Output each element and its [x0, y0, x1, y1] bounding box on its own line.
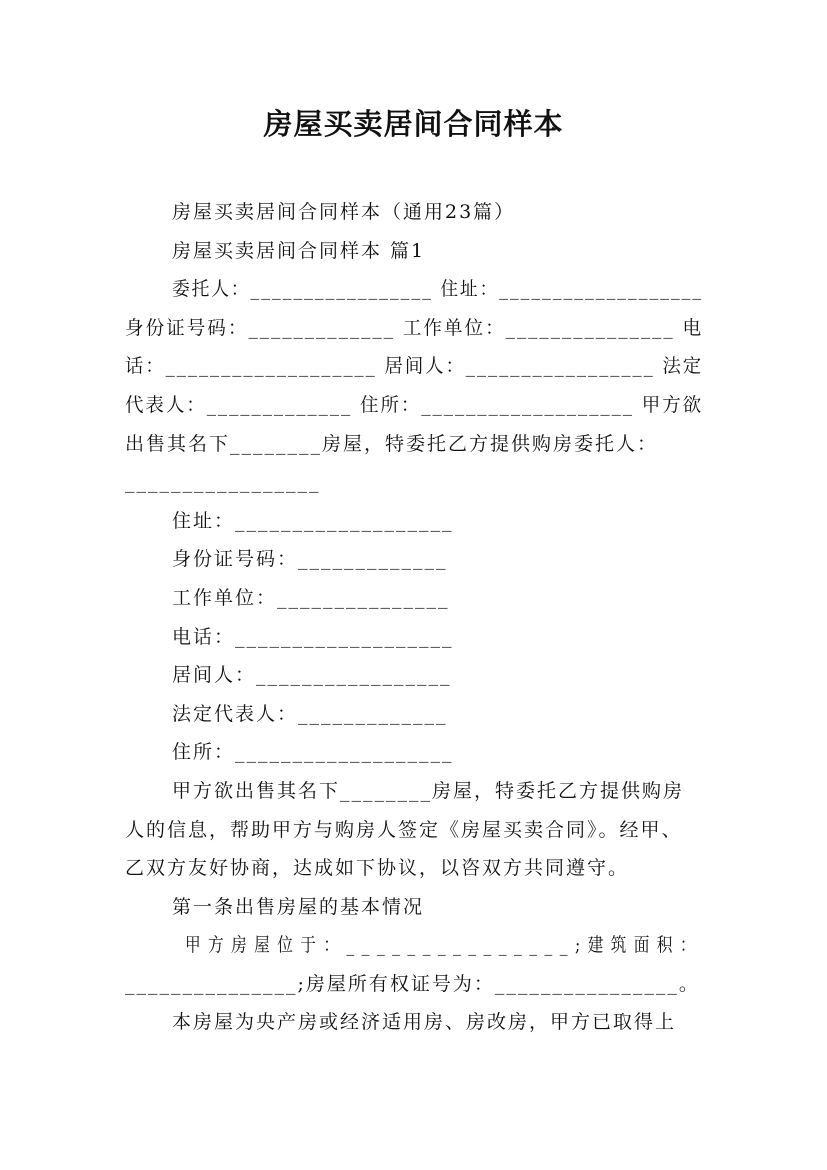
paragraph-line: 出售其名下________房屋，特委托乙方提供购房委托人： — [125, 432, 659, 455]
paragraph-line: 本房屋为央产房或经济适用房、房改房，甲方已取得上 — [172, 1011, 677, 1034]
paragraph-line: 委托人：_________________ 住址：___________________ — [172, 278, 704, 301]
paragraph-line: _______________;房屋所有权证号为：________________。 — [125, 972, 700, 995]
form-field-address: 住址：___________________ — [172, 509, 454, 532]
form-field-legal-representative: 法定代表人：_____________ — [172, 702, 448, 725]
form-field-domicile: 住所：___________________ — [172, 741, 454, 764]
paragraph-line: 身份证号码：_____________ 工作单位：_______________ 电 — [125, 316, 704, 339]
form-field-id-number: 身份证号码：_____________ — [172, 548, 448, 571]
document-body — [125, 193, 703, 1042]
paragraph-line: 人的信息，帮助甲方与购房人签定《房屋买卖合同》。经甲、 — [125, 818, 683, 841]
paragraph-section-heading: 房屋买卖居间合同样本 篇1 — [172, 239, 426, 262]
form-field-employer: 工作单位：_______________ — [172, 586, 450, 609]
paragraph-line: 话：___________________ 居间人：_________________ 法定 — [125, 355, 704, 378]
paragraph-subtitle: 房屋买卖居间合同样本（通用23篇） — [172, 201, 516, 223]
form-field-phone: 电话：___________________ — [172, 625, 454, 648]
form-field-intermediary: 居间人：_________________ — [172, 664, 452, 687]
paragraph-line: 甲方房屋位于：_______________;建筑面积： — [185, 934, 703, 957]
paragraph-line: 代表人：_____________ 住所：___________________ 甲方欲 — [125, 393, 704, 416]
article-heading: 第一条出售房屋的基本情况 — [172, 895, 425, 918]
paragraph-line: 甲方欲出售其名下________房屋，特委托乙方提供购房 — [172, 779, 685, 802]
paragraph-line: 乙双方友好协商，达成如下协议，以咨双方共同遵守。 — [125, 857, 630, 880]
document-title: 房屋买卖居间合同样本 — [263, 107, 564, 141]
paragraph-line: _________________ — [125, 471, 321, 494]
